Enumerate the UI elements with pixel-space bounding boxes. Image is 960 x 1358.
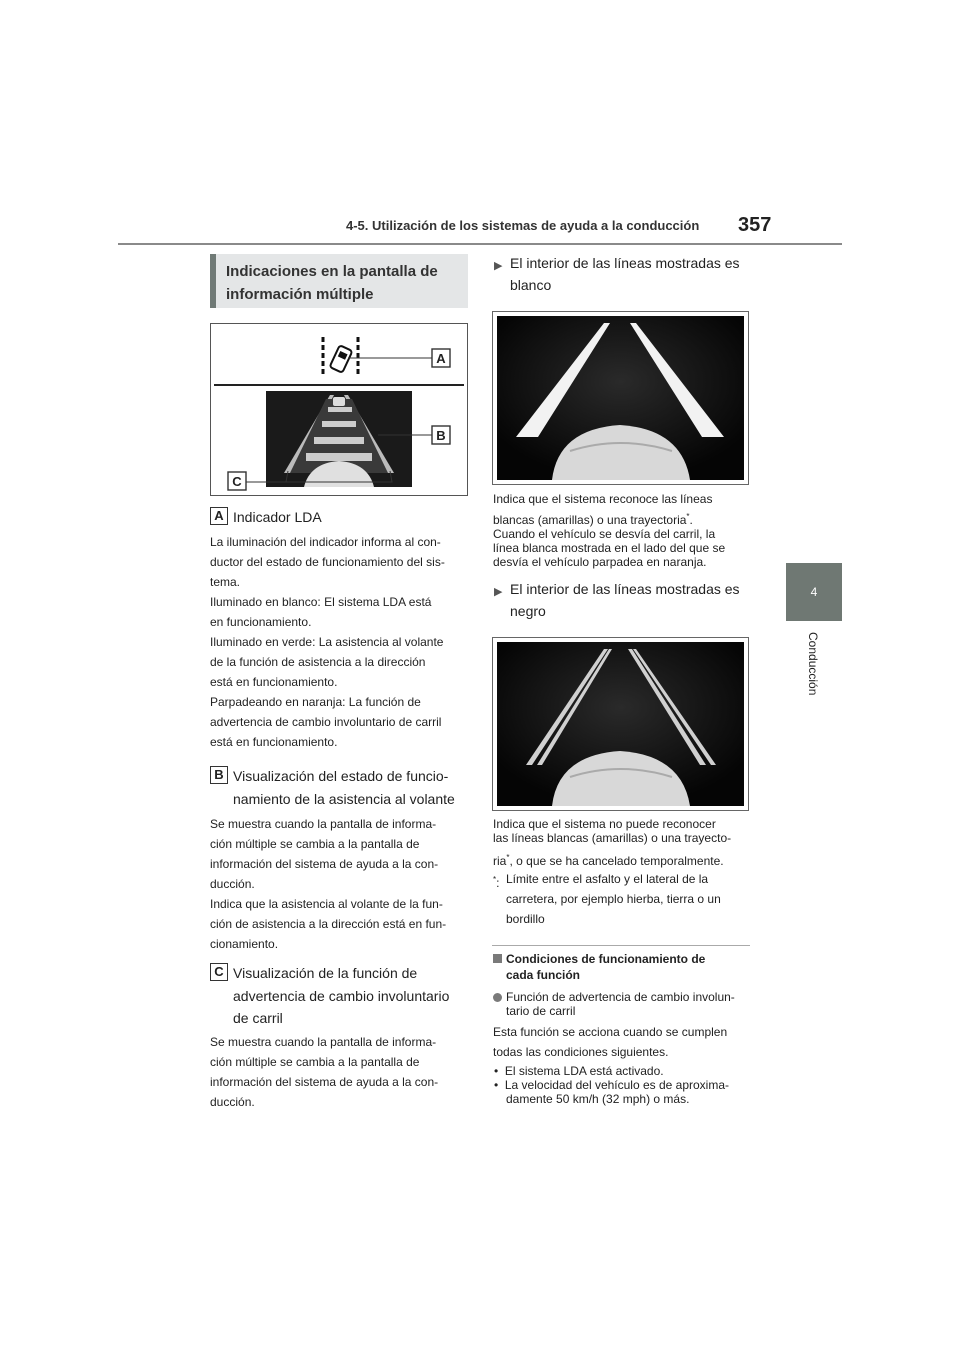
list-item-text: damente 50 km/h (32 mph) o más. — [506, 1092, 690, 1106]
text-line: cionamiento. — [210, 937, 279, 951]
figure-label-c: C — [232, 474, 242, 489]
footnote-colon: : — [496, 876, 500, 890]
text-line: blancas (amarillas) o una trayectoria — [493, 513, 687, 527]
header-divider — [118, 243, 842, 245]
text-line: Indica que la asistencia al volante de la fun- — [210, 897, 443, 911]
text-line: desvía el vehículo parpadea en naranja. — [493, 555, 707, 569]
item-b-body — [210, 814, 468, 954]
white-lines-title-line-1: El interior de las líneas mostradas es — [510, 255, 740, 271]
page-number: 357 — [738, 214, 772, 236]
text-line: ductor del estado de funcionamiento del sis- — [210, 555, 445, 569]
asterisk-mark: * — [686, 512, 690, 521]
text-line: ducción. — [210, 1095, 255, 1109]
white-lines-title-line-2: blanco — [510, 277, 552, 293]
figure-label-a: A — [436, 351, 446, 366]
list-item-continuation — [494, 1092, 752, 1106]
text-line: Indica que el sistema no puede reconocer — [493, 817, 716, 831]
item-c-title-line-1: Visualización de la función de — [233, 965, 418, 981]
conditions-subheading — [506, 990, 735, 1018]
text-line: información del sistema de ayuda a la con- — [210, 1075, 439, 1089]
text-line: información del sistema de ayuda a la con- — [210, 857, 439, 871]
divider — [492, 945, 750, 946]
black-lines-display-image — [492, 637, 749, 811]
text-line: ción de asistencia a la dirección está en fun- — [210, 917, 447, 931]
black-lines-title-line-1: El interior de las líneas mostradas es — [510, 581, 740, 597]
text-line: Se muestra cuando la pantalla de informa- — [210, 1035, 437, 1049]
white-lines-description — [493, 492, 751, 569]
header-section-title: 4-5. Utilización de los sistemas de ayuda a la conducción — [346, 218, 700, 233]
section-heading-line-1: Indicaciones en la pantalla de — [226, 263, 438, 280]
text-line: Iluminado en verde: La asistencia al volante — [210, 635, 444, 649]
text-line: las líneas blancas (amarillas) o una trayecto- — [493, 831, 732, 845]
text-line: ción múltiple se cambia a la pantalla de — [210, 837, 420, 851]
black-lines-title-line-2: negro — [510, 603, 546, 619]
conditions-list — [494, 1064, 752, 1106]
multi-info-display-figure — [210, 323, 468, 496]
text-line: ducción. — [210, 877, 255, 891]
item-b-title-line-2: namiento de la asistencia al volante — [233, 791, 455, 807]
white-lines-display-image — [492, 311, 749, 485]
circle-bullet-icon — [493, 993, 502, 1002]
text-line: advertencia de cambio involuntario de carril — [210, 715, 442, 729]
text-line: Se muestra cuando la pantalla de informa- — [210, 817, 437, 831]
list-item-text: La velocidad del vehículo es de aproxima- — [504, 1078, 730, 1092]
item-a-body — [210, 532, 468, 752]
bullet-mark: • — [494, 1078, 499, 1092]
text-line: Iluminado en blanco: El sistema LDA está — [210, 595, 432, 609]
triangle-bullet-icon: ▶ — [494, 586, 503, 598]
chapter-tab: 4 — [786, 563, 842, 621]
item-a-label: A — [210, 507, 228, 525]
text-line: está en funcionamiento. — [210, 735, 338, 749]
text-line: La iluminación del indicador informa al con- — [210, 535, 441, 549]
text-line: Indica que el sistema reconoce las líneas — [493, 492, 713, 506]
text-line: bordillo — [506, 912, 545, 926]
text-line: Esta función se acciona cuando se cumplen — [493, 1025, 728, 1039]
item-b-title-line-1: Visualización del estado de funcio- — [233, 768, 449, 784]
text-line: todas las condiciones siguientes. — [493, 1045, 669, 1059]
list-item — [494, 1078, 752, 1092]
figure-label-b: B — [436, 428, 446, 443]
text-line: tema. — [210, 575, 241, 589]
chapter-label: Conducción — [806, 632, 820, 696]
item-c-title-line-3: de carril — [233, 1010, 283, 1026]
asterisk-mark: * — [506, 853, 510, 862]
asterisk-mark: * — [493, 875, 497, 884]
section-heading — [210, 254, 468, 308]
black-lines-description — [493, 817, 751, 868]
text-line: Función de advertencia de cambio involun- — [506, 990, 735, 1004]
text-line: línea blanca mostrada en el lado del que se — [493, 541, 726, 555]
bullet-mark: • — [494, 1064, 499, 1078]
text-line: ria — [493, 854, 507, 868]
conditions-heading — [506, 951, 705, 983]
list-item-text: El sistema LDA está activado. — [504, 1064, 664, 1078]
period: . — [689, 513, 693, 527]
text-line: tario de carril — [506, 1004, 576, 1018]
square-bullet-icon — [493, 954, 502, 963]
text-line: en funcionamiento. — [210, 615, 312, 629]
text-line: Cuando el vehículo se desvía del carril, la — [493, 527, 716, 541]
text-line: Límite entre el asfalto y el lateral de la — [506, 872, 709, 886]
conditions-heading-line-1: Condiciones de funcionamiento de — [506, 952, 706, 966]
item-a-title: Indicador LDA — [233, 509, 322, 525]
conditions-heading-line-2: cada función — [506, 968, 581, 982]
text-line: Parpadeando en naranja: La función de — [210, 695, 421, 709]
conditions-body — [493, 1022, 751, 1062]
list-item — [494, 1064, 752, 1078]
text-line: de la función de asistencia a la dirección — [210, 655, 426, 669]
section-heading-line-2: información múltiple — [226, 286, 374, 303]
text-line: ción múltiple se cambia a la pantalla de — [210, 1055, 420, 1069]
footnote-marker — [493, 870, 499, 893]
item-b-label: B — [210, 766, 228, 784]
text-line: carretera, por ejemplo hierba, tierra o un — [506, 892, 721, 906]
item-c-body — [210, 1032, 468, 1112]
item-c-title-line-2: advertencia de cambio involuntario — [233, 988, 450, 1004]
item-c-label: C — [210, 963, 228, 981]
text-line: está en funcionamiento. — [210, 675, 338, 689]
triangle-bullet-icon: ▶ — [494, 260, 503, 272]
text-line: , o que se ha cancelado temporalmente. — [509, 854, 724, 868]
footnote-text — [506, 869, 751, 929]
